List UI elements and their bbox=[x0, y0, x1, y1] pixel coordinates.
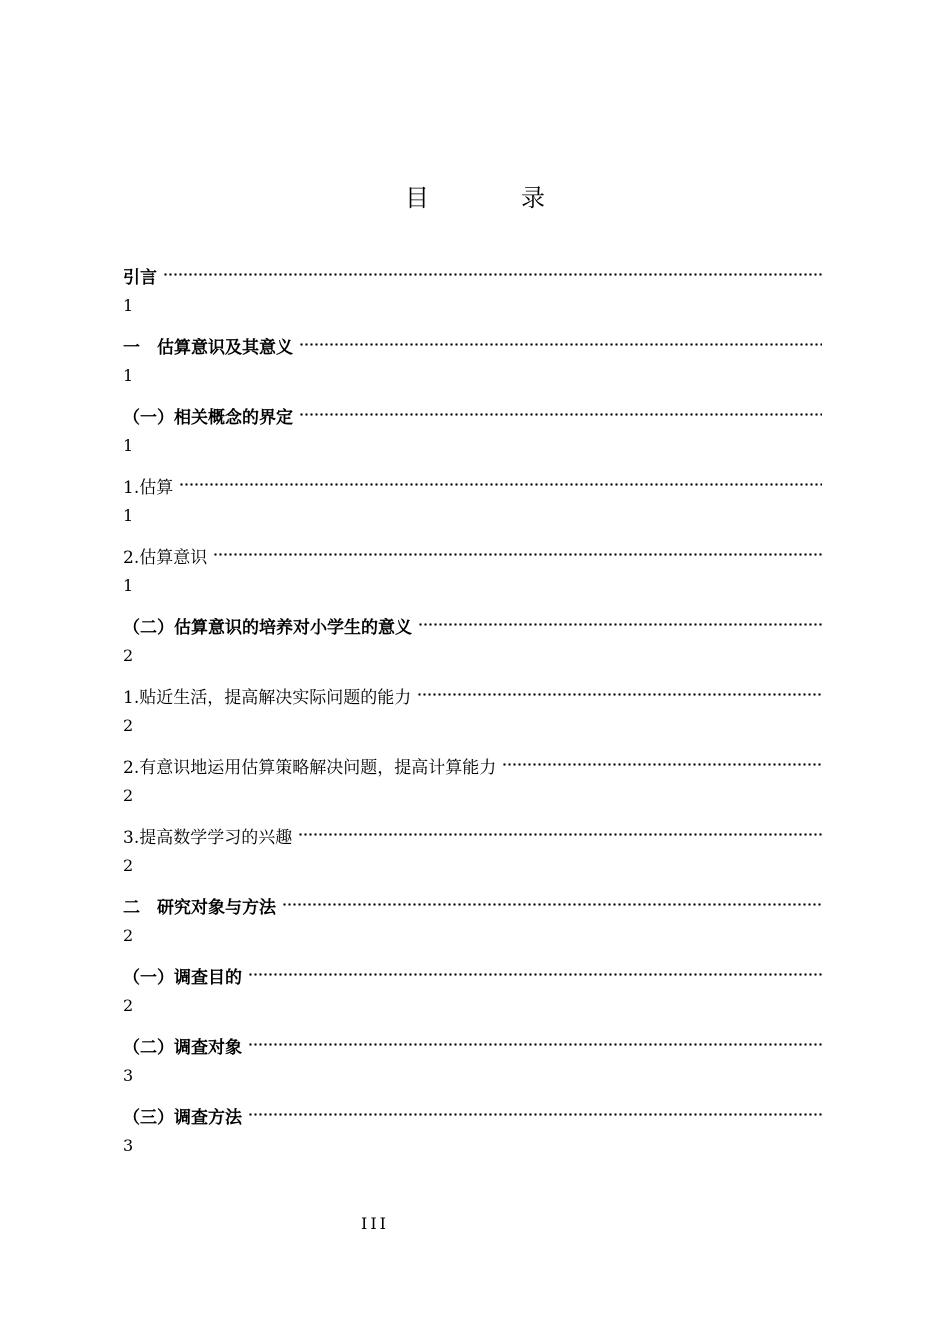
page-number-footer: III bbox=[361, 1214, 389, 1233]
toc-entry[interactable] bbox=[123, 467, 822, 537]
toc-dot-leader bbox=[298, 817, 822, 843]
page-title bbox=[0, 178, 950, 213]
toc-entry-page: 2 bbox=[123, 716, 134, 735]
toc-entry[interactable] bbox=[123, 607, 822, 677]
toc-entry[interactable] bbox=[123, 327, 822, 397]
toc-dot-leader bbox=[299, 397, 822, 423]
toc-entry[interactable] bbox=[123, 747, 822, 817]
toc-entry[interactable] bbox=[123, 1027, 822, 1097]
toc-entry-title: 2.有意识地运用估算策略解决问题，提高计算能力 bbox=[123, 758, 497, 778]
toc-entry-title: 引言 bbox=[123, 268, 157, 288]
table-of-contents bbox=[123, 257, 822, 1167]
toc-dot-leader bbox=[502, 747, 822, 773]
toc-dot-leader bbox=[299, 327, 822, 353]
toc-entry-title: 2.估算意识 bbox=[123, 548, 208, 568]
toc-entry[interactable] bbox=[123, 957, 822, 1027]
toc-dot-leader bbox=[248, 1097, 822, 1123]
toc-entry-page: 2 bbox=[123, 786, 134, 805]
toc-dot-leader bbox=[213, 537, 822, 563]
toc-dot-leader bbox=[248, 1027, 822, 1053]
toc-entry[interactable] bbox=[123, 397, 822, 467]
toc-entry-page: 3 bbox=[123, 1136, 134, 1155]
page-title-right: 录 bbox=[521, 184, 545, 212]
toc-entry[interactable] bbox=[123, 887, 822, 957]
toc-dot-leader bbox=[248, 957, 822, 983]
toc-entry-page: 1 bbox=[123, 296, 134, 315]
toc-entry-title: 3.提高数学学习的兴趣 bbox=[123, 828, 293, 848]
toc-entry[interactable] bbox=[123, 537, 822, 607]
toc-entry[interactable] bbox=[123, 1097, 822, 1167]
page-title-left: 目 bbox=[405, 184, 429, 212]
toc-entry-title: （二）估算意识的培养对小学生的意义 bbox=[123, 618, 412, 638]
toc-entry-page: 3 bbox=[123, 1066, 134, 1085]
toc-entry-page: 1 bbox=[123, 436, 134, 455]
toc-entry-title: （二）调查对象 bbox=[123, 1038, 242, 1058]
toc-dot-leader bbox=[418, 607, 822, 633]
toc-entry[interactable] bbox=[123, 817, 822, 887]
toc-entry-title: 二 研究对象与方法 bbox=[123, 898, 276, 918]
toc-entry-title: （三）调查方法 bbox=[123, 1108, 242, 1128]
toc-entry-title: （一）相关概念的界定 bbox=[123, 408, 293, 428]
toc-entry-page: 1 bbox=[123, 506, 134, 525]
toc-entry-title: 1.贴近生活，提高解决实际问题的能力 bbox=[123, 688, 412, 708]
toc-dot-leader bbox=[282, 887, 822, 913]
toc-dot-leader bbox=[417, 677, 822, 703]
toc-entry-page: 2 bbox=[123, 926, 134, 945]
toc-entry[interactable] bbox=[123, 677, 822, 747]
toc-entry[interactable] bbox=[123, 257, 822, 327]
toc-dot-leader bbox=[163, 257, 822, 283]
toc-entry-title: 1.估算 bbox=[123, 478, 174, 498]
toc-entry-page: 2 bbox=[123, 996, 134, 1015]
toc-entry-page: 2 bbox=[123, 856, 134, 875]
toc-entry-title: 一 估算意识及其意义 bbox=[123, 338, 293, 358]
toc-entry-page: 1 bbox=[123, 576, 134, 595]
toc-dot-leader bbox=[179, 467, 822, 493]
toc-entry-title: （一）调查目的 bbox=[123, 968, 242, 988]
toc-entry-page: 2 bbox=[123, 646, 134, 665]
toc-entry-page: 1 bbox=[123, 366, 134, 385]
